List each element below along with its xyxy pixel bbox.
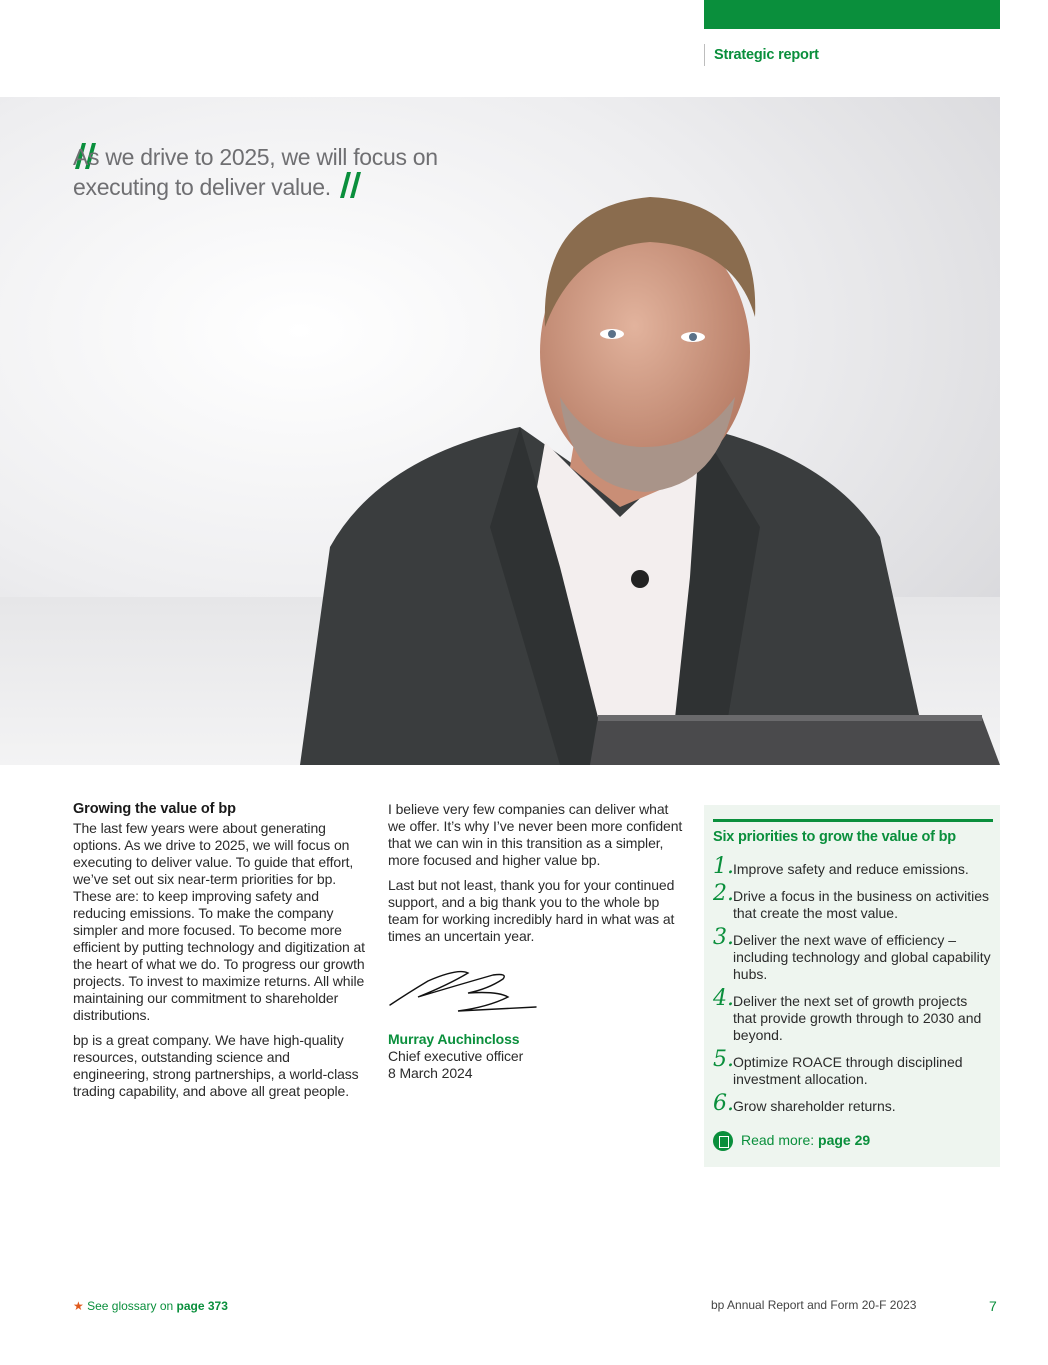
panel-rule <box>713 819 993 822</box>
paragraph: I believe very few companies can deliver what we offer. It’s why I’ve never been more confident that we can win in this transition as a simpler, more focused and higher value bp. <box>388 801 683 868</box>
priority-item <box>713 854 993 879</box>
priority-text: Deliver the next set of growth projects that provide growth through to 2030 and beyond. <box>733 993 982 1043</box>
panel-title: Six priorities to grow the value of bp <box>713 829 956 845</box>
priority-item <box>713 925 993 983</box>
body-column-left <box>73 801 369 1108</box>
priority-item <box>713 881 993 922</box>
priority-number: 5. <box>713 1047 734 1072</box>
priority-item <box>713 1047 993 1088</box>
priority-text: Drive a focus in the business on activities that create the most value. <box>733 888 990 921</box>
priority-text: Improve safety and reduce emissions. <box>733 861 969 877</box>
paragraph: The last few years were about generating options. As we drive to 2025, we will focus on executing to deliver value. To guide that effort, we’ve set out six near-term priorities for bp. These are: to keep improving safety and reducing emissions. To make the company simpler and more focused. To become more efficient by putting technology and digitization at the heart of what we do. To progress our growth projects. To invest to maximize returns. All while maintaining our commitment to shareholder distributions. <box>73 820 365 1023</box>
glossary-text: See glossary on <box>87 1299 174 1313</box>
priority-text: Optimize ROACE through disciplined investment allocation. <box>733 1054 963 1087</box>
page-number: 7 <box>989 1298 997 1314</box>
priority-number: 3. <box>713 925 734 950</box>
priorities-panel <box>704 805 1000 1167</box>
star-icon: ★ <box>73 1299 84 1313</box>
priority-item <box>713 1091 993 1116</box>
document-icon <box>713 1131 733 1151</box>
paragraph: bp is a great company. We have high-quality resources, outstanding science and engineering, strong partnerships, a world-class trading capability, and above all great people. <box>73 1032 359 1099</box>
priority-text: Deliver the next wave of efficiency – including technology and global capability hubs. <box>733 932 991 982</box>
signature-image <box>388 963 538 1023</box>
signatory-name: Murray Auchincloss <box>388 1031 520 1047</box>
read-more-link[interactable] <box>713 1130 870 1151</box>
priority-number: 1. <box>713 854 734 879</box>
read-more-page[interactable]: page 29 <box>818 1132 871 1148</box>
glossary-page[interactable]: page 373 <box>176 1299 228 1313</box>
pull-quote <box>73 144 453 200</box>
header-accent-bar <box>704 0 1000 29</box>
priority-number: 4. <box>713 986 734 1011</box>
glossary-link[interactable] <box>73 1299 228 1313</box>
body-column-middle <box>388 801 686 1082</box>
close-quote-icon <box>337 170 367 200</box>
priority-item <box>713 986 993 1044</box>
hero-photo <box>0 97 1000 765</box>
pull-quote-text: As we drive to 2025, we will focus on executing to deliver value. <box>73 144 438 200</box>
section-heading: Growing the value of bp <box>73 801 236 817</box>
paragraph: Last but not least, thank you for your continued support, and a big thank you to the whole bp team for working incredibly hard in what was at times an uncertain year. <box>388 877 675 944</box>
signature-date: 8 March 2024 <box>388 1065 473 1081</box>
read-more-label: Read more: <box>741 1132 815 1148</box>
priority-number: 6. <box>713 1091 734 1116</box>
priority-text: Grow shareholder returns. <box>733 1098 896 1114</box>
section-label: Strategic report <box>704 44 819 66</box>
signatory-title: Chief executive officer <box>388 1048 524 1064</box>
priority-number: 2. <box>713 881 734 906</box>
report-title: bp Annual Report and Form 20-F 2023 <box>711 1298 917 1312</box>
